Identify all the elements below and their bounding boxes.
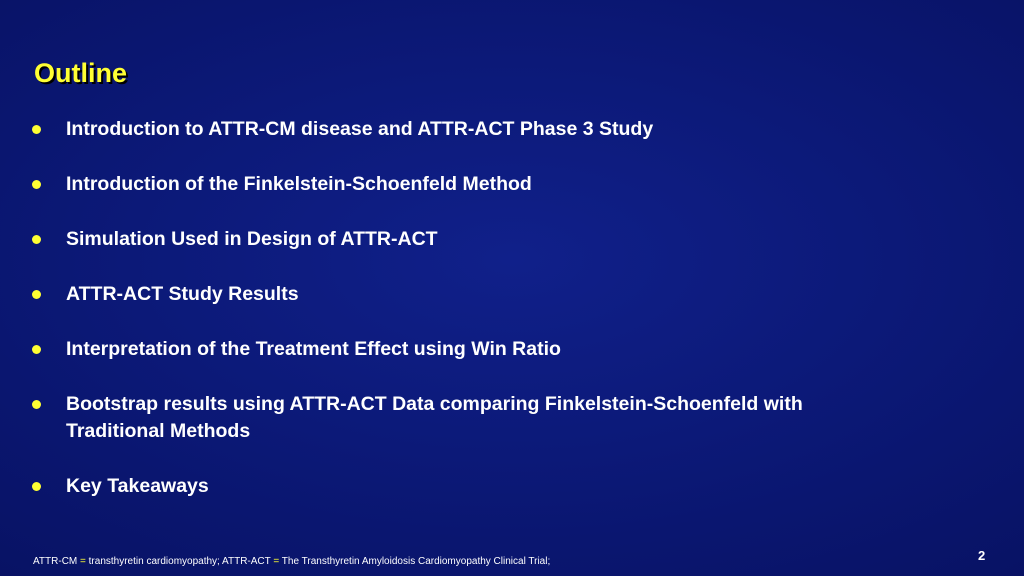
outline-item-label: Key Takeaways bbox=[66, 475, 209, 497]
footnote bbox=[33, 555, 550, 569]
outline-item-simulation bbox=[30, 226, 990, 253]
outline-item-label: ATTR-ACT Study Results bbox=[66, 283, 299, 305]
outline-item-label: Introduction to ATTR-CM disease and ATTR-ACT Phase 3 Study bbox=[66, 118, 654, 140]
bullet-icon bbox=[32, 235, 41, 244]
bullet-icon bbox=[32, 180, 41, 189]
footnote-part3: The Transthyretin Amyloidosis Cardiomyopathy Clinical Trial; bbox=[279, 556, 551, 567]
outline-item-label-line1: Bootstrap results using ATTR-ACT Data comparing Finkelstein-Schoenfeld with bbox=[66, 393, 803, 415]
outline-item-intro-attr-cm bbox=[30, 116, 990, 143]
bullet-icon bbox=[32, 482, 41, 491]
bullet-icon bbox=[32, 400, 41, 409]
outline-list bbox=[30, 116, 990, 528]
outline-item-win-ratio bbox=[30, 336, 990, 363]
outline-item-label: Introduction of the Finkelstein-Schoenfeld Method bbox=[66, 173, 532, 195]
bullet-icon bbox=[32, 345, 41, 354]
footnote-equals-sign: = bbox=[273, 556, 280, 567]
outline-item-label: Simulation Used in Design of ATTR-ACT bbox=[66, 228, 438, 250]
outline-item-label: Interpretation of the Treatment Effect using Win Ratio bbox=[66, 338, 561, 360]
slide-title: Outline bbox=[34, 58, 127, 88]
page-number: 2 bbox=[978, 548, 986, 563]
outline-item-bootstrap bbox=[30, 391, 990, 445]
footnote-part1: ATTR-CM bbox=[33, 556, 81, 567]
footnote-equals-sign: = bbox=[80, 556, 86, 567]
bullet-icon bbox=[32, 125, 41, 134]
outline-item-label-line2: Traditional Methods bbox=[66, 420, 251, 442]
outline-item-intro-fs-method bbox=[30, 171, 990, 198]
bullet-icon bbox=[32, 290, 41, 299]
outline-item-key-takeaways bbox=[30, 473, 990, 500]
footnote-part2: transthyretin cardiomyopathy; ATTR-ACT bbox=[85, 556, 274, 567]
outline-item-study-results bbox=[30, 281, 990, 308]
